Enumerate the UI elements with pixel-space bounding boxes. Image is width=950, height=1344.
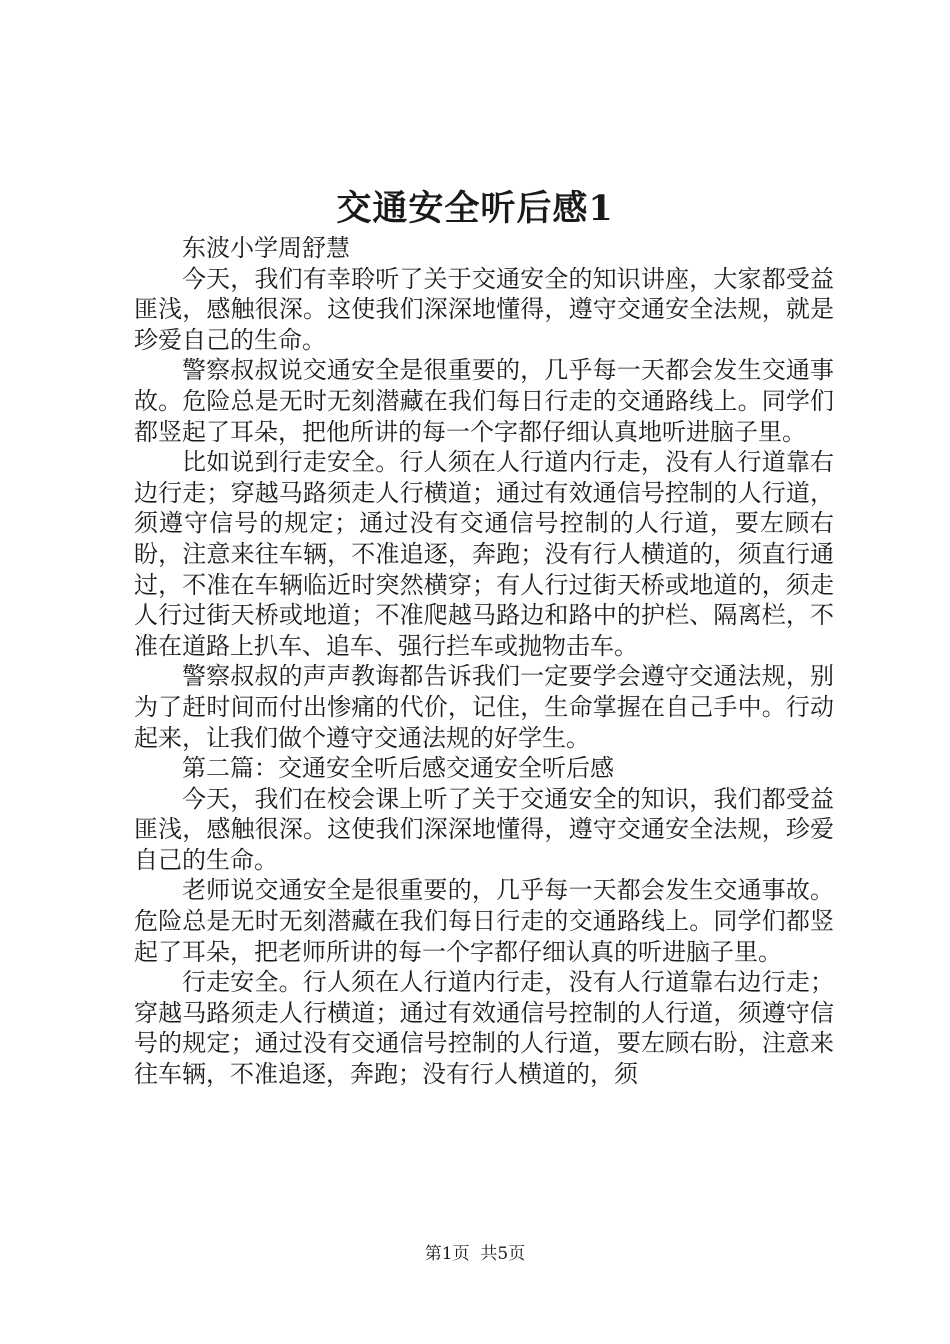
paragraph: 老师说交通安全是很重要的，几乎每一天都会发生交通事故。危险总是无时无刻潜藏在我们每日行走的交通路线上。同学们都竖起了耳朵，把老师所讲的每一个字都仔细认真的听进脑子里。 [134,876,834,966]
section-heading: 第二篇：交通安全听后感交通安全听后感 [182,754,614,783]
paragraph: 今天，我们在校会课上听了关于交通安全的知识，我们都受益匪浅，感触很深。这使我们深深地懂得，遵守交通安全法规，珍爱自己的生命。 [134,784,834,874]
document-title: 交通安全听后感1 [336,188,614,229]
page-number-footer: 第1页 共5页 [424,1244,526,1264]
paragraph: 警察叔叔说交通安全是很重要的，几乎每一天都会发生交通事故。危险总是无时无刻潜藏在我们每日行走的交通路线上。同学们都竖起了耳朵，把他所讲的每一个字都仔细认真地听进脑子里。 [134,356,834,446]
paragraph: 比如说到行走安全。行人须在人行道内行走，没有人行道靠右边行走；穿越马路须走人行横道；通过有效通信号控制的人行道，须遵守信号的规定；通过没有交通信号控制的人行道，要左顾右盼，注意来往车辆，不准追逐，奔跑；没有行人横道的，须直行通过，不准在车辆临近时突然横穿；有人行过街天桥或地道的，须走人行过街天桥或地道；不准爬越马路边和路中的护栏、隔离栏，不准在道路上扒车、追车、强行拦车或抛物击车。 [134,448,834,660]
author-line: 东波小学周舒慧 [182,234,350,262]
paragraph: 行走安全。行人须在人行道内行走，没有人行道靠右边行走；穿越马路须走人行横道；通过有效通信号控制的人行道，须遵守信号的规定；通过没有交通信号控制的人行道，要左顾右盼，注意来往车辆，不准追逐，奔跑；没有行人横道的，须 [134,968,834,1089]
paragraph: 警察叔叔的声声教诲都告诉我们一定要学会遵守交通法规，别为了赶时间而付出惨痛的代价，记住，生命掌握在自己手中。行动起来，让我们做个遵守交通法规的好学生。 [134,662,834,752]
paragraph: 今天，我们有幸聆听了关于交通安全的知识讲座，大家都受益匪浅，感触很深。这使我们深深地懂得，遵守交通安全法规，就是珍爱自己的生命。 [134,264,834,354]
document-body [134,233,834,1090]
